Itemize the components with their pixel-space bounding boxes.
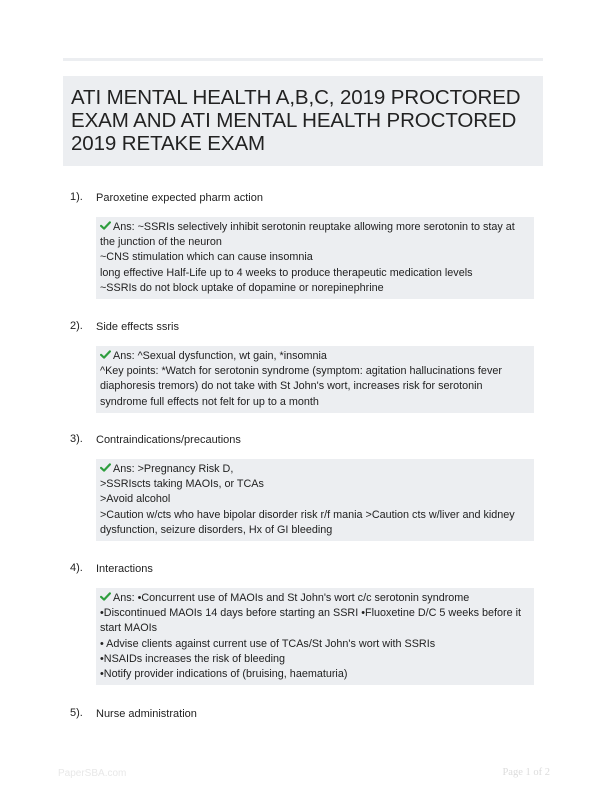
answer-text: Ans: ^Sexual dysfunction, wt gain, *insomnia bbox=[113, 350, 327, 362]
answer-line-4: ~SSRIs do not block uptake of dopamine or norepinephrine bbox=[100, 281, 384, 294]
question-text: Nurse administration bbox=[96, 708, 197, 720]
check-icon bbox=[100, 591, 111, 602]
footer-watermark: PaperSBA.com bbox=[58, 768, 127, 779]
answer-text: Ans: ~SSRIs selectively inhibit serotonin reuptake allowing more serotonin to stay at the junction of the neuron bbox=[100, 221, 515, 249]
answer-line-2: ^Key points: *Watch for serotonin syndrome (symptom: agitation hallucinations fever diaphoresis tremors) do not take with St John's wort, increases risk for serotonin syndrome full effects not felt for up to a month bbox=[100, 365, 502, 408]
answer-box bbox=[96, 459, 534, 541]
answer-text: Ans: •Concurrent use of MAOIs and St John's wort c/c serotonin syndrome bbox=[113, 592, 470, 604]
question-text: Interactions bbox=[96, 563, 153, 575]
answer-box bbox=[96, 217, 534, 299]
check-icon bbox=[100, 349, 111, 360]
question-text: Contraindications/precautions bbox=[96, 434, 241, 446]
answer-line-3: >Avoid alcohol bbox=[100, 493, 171, 506]
page-title: ATI MENTAL HEALTH A,B,C, 2019 PROCTORED EXAM AND ATI MENTAL HEALTH PROCTORED 2019 RETAKE EXAM bbox=[71, 86, 521, 155]
page-indicator: Page 1 of 2 bbox=[502, 767, 550, 778]
question-text: Paroxetine expected pharm action bbox=[96, 192, 263, 204]
answer-line-2: >SSRIscts taking MAOIs, or TCAs bbox=[100, 478, 264, 491]
answer-line-1 bbox=[100, 462, 530, 477]
top-divider bbox=[63, 58, 543, 61]
question-number: 5). bbox=[70, 707, 83, 719]
answer-line-4: >Caution w/cts who have bipolar disorder risk r/f mania >Caution cts w/liver and kidney dysfunction, seizure disorders, Hx of GI bleeding bbox=[100, 508, 515, 536]
answer-line-2: ~CNS stimulation which can cause insomnia bbox=[100, 251, 313, 264]
answer-line-4: •NSAIDs increases the risk of bleeding bbox=[100, 652, 286, 665]
answer-line-3: long effective Half-Life up to 4 weeks to produce therapeutic medication levels bbox=[100, 266, 473, 279]
answer-text: Ans: >Pregnancy Risk D, bbox=[113, 463, 234, 475]
question-number: 4). bbox=[70, 562, 83, 574]
check-icon bbox=[100, 462, 111, 473]
answer-line-3: • Advise clients against current use of TCAs/St John's wort with SSRIs bbox=[100, 637, 436, 650]
answer-line-5: •Notify provider indications of (bruising, haematuria) bbox=[100, 668, 348, 681]
answer-box bbox=[96, 588, 534, 685]
check-icon bbox=[100, 220, 111, 231]
answer-line-1 bbox=[100, 591, 530, 606]
answer-line-2: •Discontinued MAOIs 14 days before starting an SSRI •Fluoxetine D/C 5 weeks before it start MAOIs bbox=[100, 607, 522, 635]
answer-line-1 bbox=[100, 220, 530, 250]
question-number: 1). bbox=[70, 191, 83, 203]
question-text: Side effects ssris bbox=[96, 321, 179, 333]
question-number: 3). bbox=[70, 433, 83, 445]
question-number: 2). bbox=[70, 320, 83, 332]
answer-box bbox=[96, 346, 534, 413]
title-banner bbox=[63, 76, 543, 166]
answer-line-1 bbox=[100, 349, 530, 364]
